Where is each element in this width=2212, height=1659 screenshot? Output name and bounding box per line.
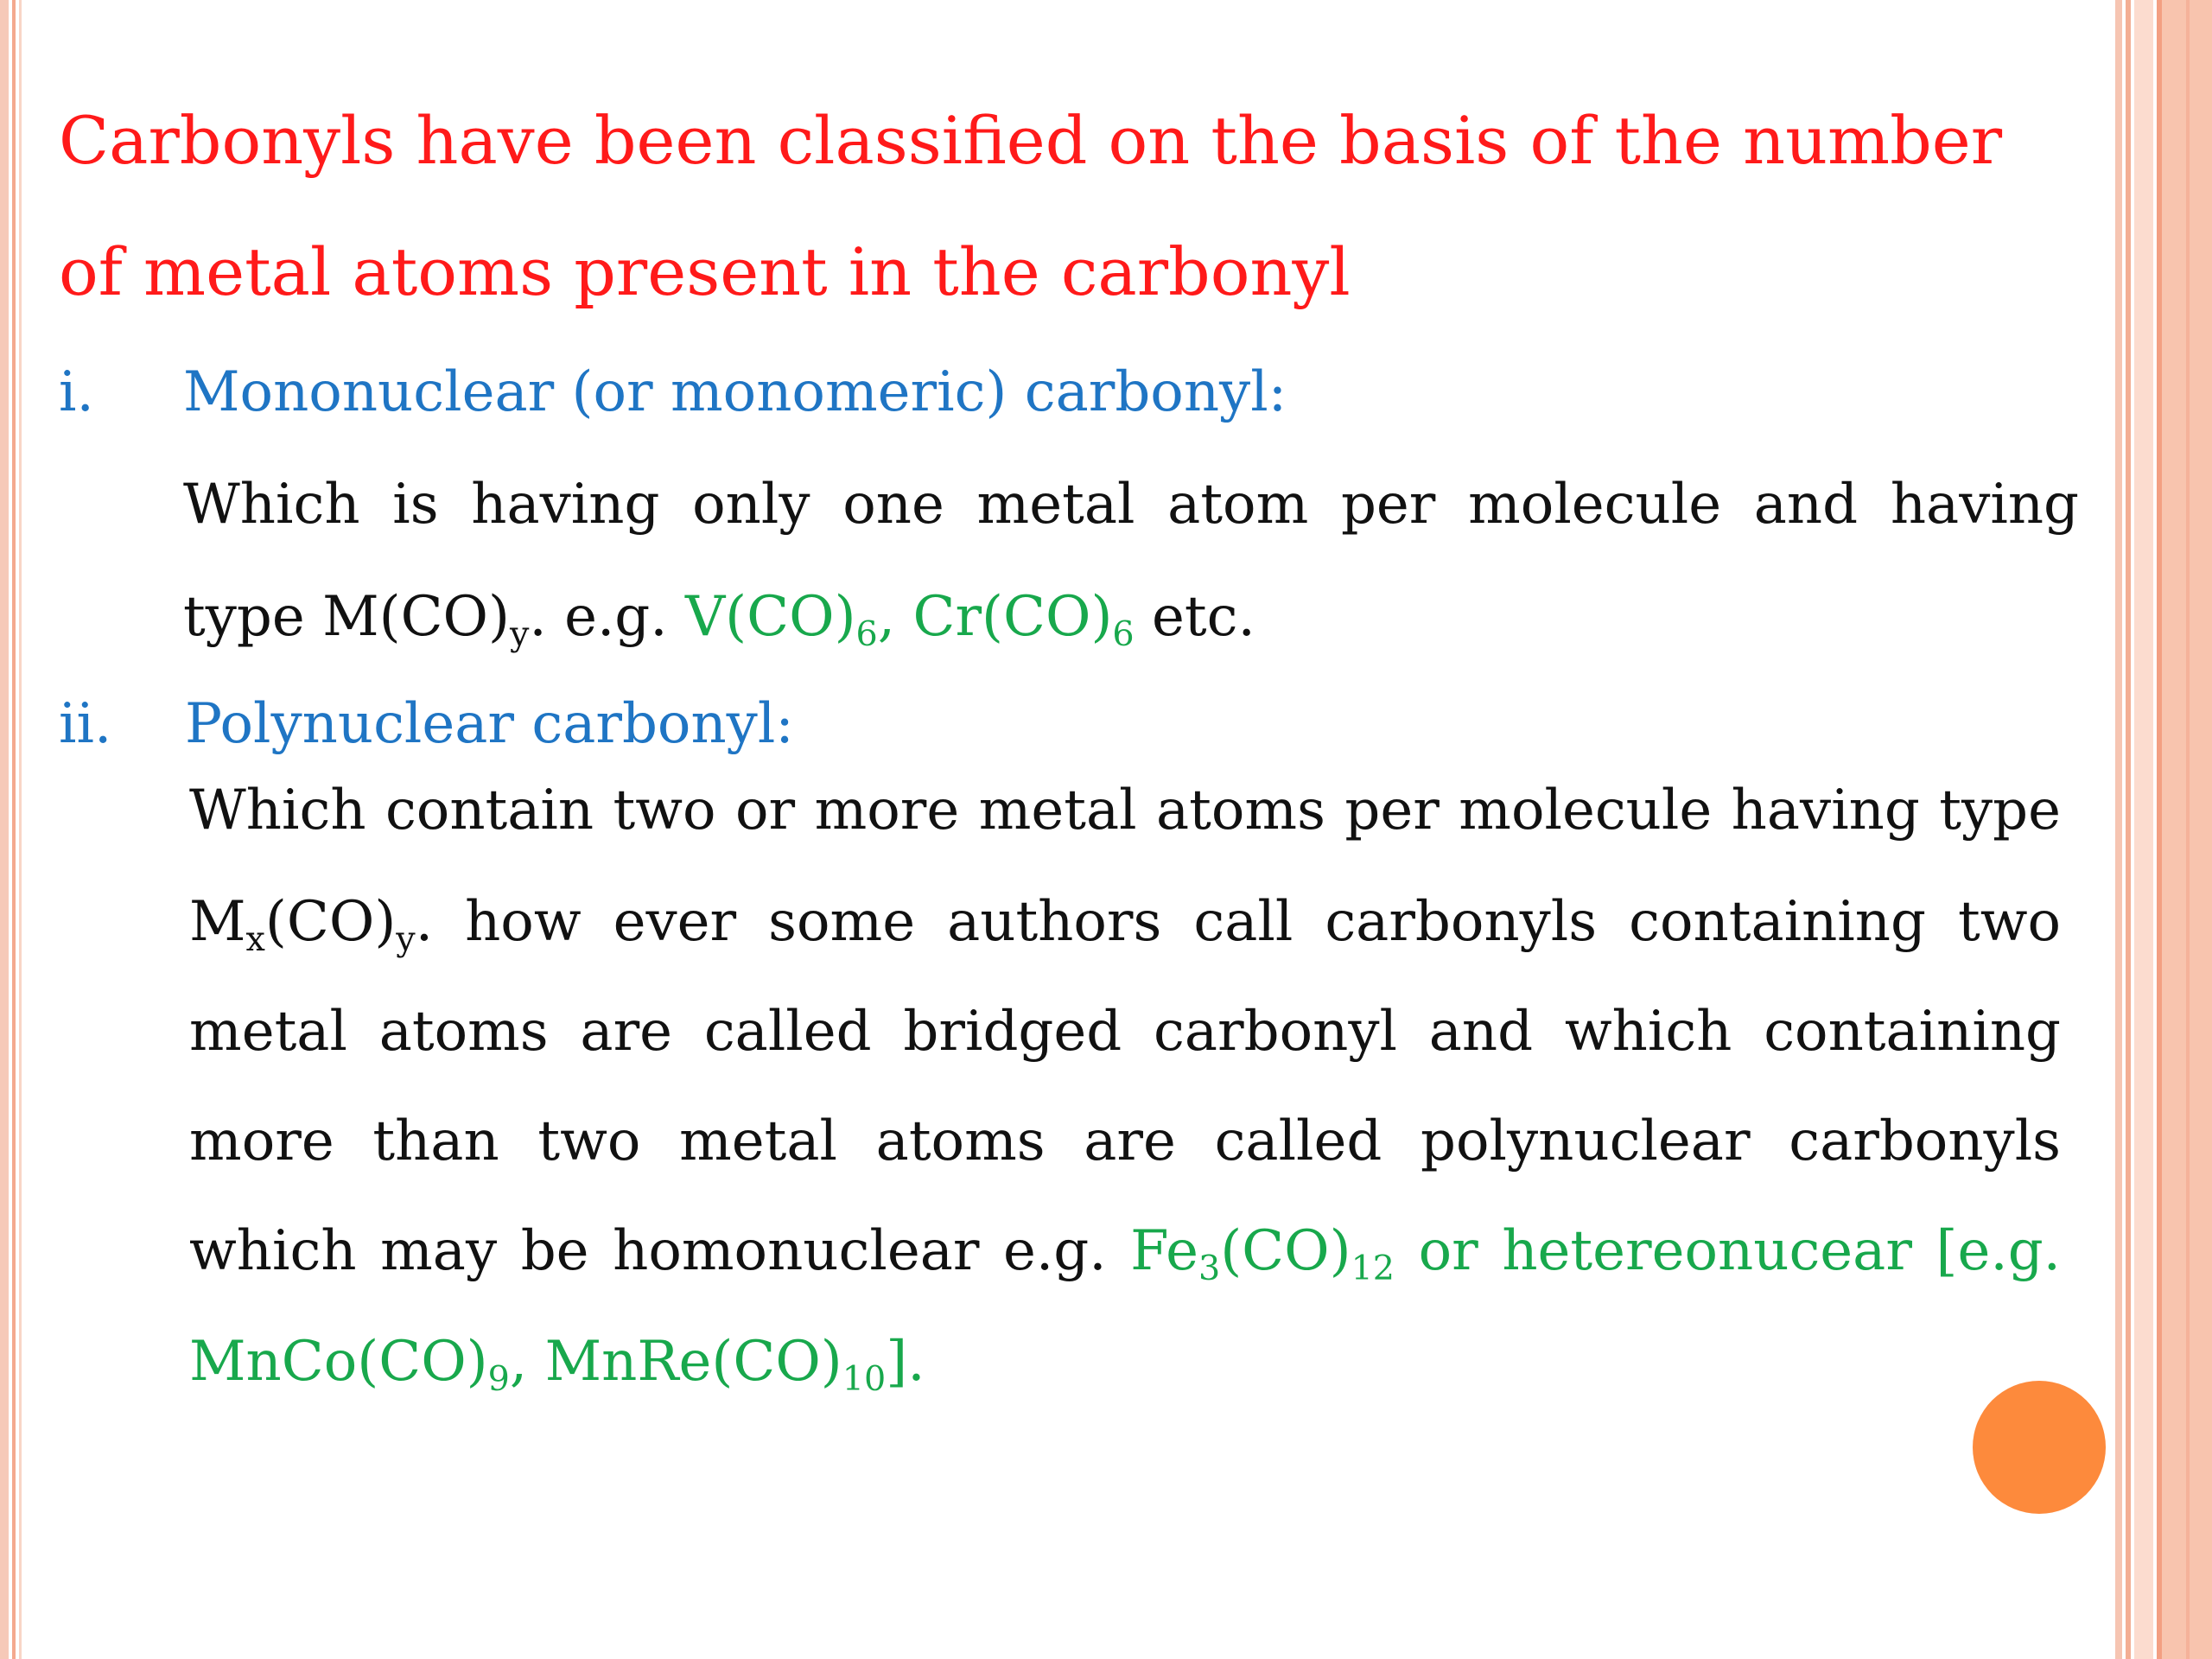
subscript: y [509,613,530,654]
right-border-stripe [2134,0,2153,1659]
formula-text: (CO) [1220,1219,1351,1283]
mononuclear-description-line-2 [183,585,1255,654]
polynuclear-description-line-5 [189,1219,2062,1288]
right-border-stripe [2157,0,2162,1659]
right-border-stripe [2186,0,2190,1659]
polynuclear-description-line-3: metal atoms are called bridged carbonyl and which containing [189,1000,2061,1064]
slide-heading-line-2: of metal atoms present in the carbonyl [59,233,1351,310]
subscript: y [396,918,416,959]
right-border-stripe [2115,0,2122,1659]
formula-text: Fe [1130,1219,1198,1283]
polynuclear-description-line-4: more than two metal atoms are called polynuclear carbonyls [189,1109,2061,1173]
formula-text: (CO) [264,890,397,954]
orange-circle-decoration [1973,1381,2106,1514]
example-mixed-carbonyls [189,1330,925,1399]
formula-text: MnRe(CO) [544,1330,842,1394]
separator: , [877,585,913,649]
list-marker-ii: ii. [59,692,112,756]
subscript: 6 [855,613,878,654]
list-marker-i: i. [59,360,94,424]
formula-text: MnCo(CO) [189,1330,488,1394]
body-text: etc. [1134,585,1255,649]
polynuclear-description-line-1: Which contain two or more metal atoms per molecule having type [189,779,2061,842]
subscript: 9 [487,1358,510,1399]
example-iron-carbonyl [1130,1219,2062,1288]
example-vanadium-carbonyl [684,585,1135,654]
subscript: 12 [1351,1248,1395,1288]
left-border-stripe [19,0,22,1659]
left-border-stripe [12,0,16,1659]
formula-text: type M(CO) [183,585,510,649]
body-text: which may be homonuclear e.g. [189,1219,1131,1283]
slide-heading-line-1: Carbonyls have been classified on the basis of the number [59,102,2003,179]
left-border-stripe [0,0,9,1659]
subscript: 3 [1198,1248,1221,1288]
body-text: . how ever some authors call carbonyls containing two [415,890,2061,954]
formula-text: M [189,890,246,954]
example-text: or hetereonucear [e.g. [1395,1219,2062,1283]
polynuclear-description-line-2 [189,890,2061,959]
right-border-stripe [2126,0,2131,1659]
subscript: 10 [842,1358,887,1399]
polynuclear-description-line-6 [189,1330,925,1399]
item-title-polynuclear: Polynuclear carbonyl: [185,692,794,756]
body-text: . e.g. [529,585,685,649]
formula-text: Cr(CO) [912,585,1113,649]
formula-text: V(CO) [684,585,856,649]
subscript: 6 [1112,613,1135,654]
mononuclear-description-line-1: Which is having only one metal atom per molecule and having [183,473,2079,537]
separator: , [509,1330,545,1394]
subscript: x [245,918,265,959]
formula-text: ]. [886,1330,925,1394]
right-border-band [2157,0,2212,1659]
item-title-mononuclear: Mononuclear (or monomeric) carbonyl: [183,360,1287,424]
